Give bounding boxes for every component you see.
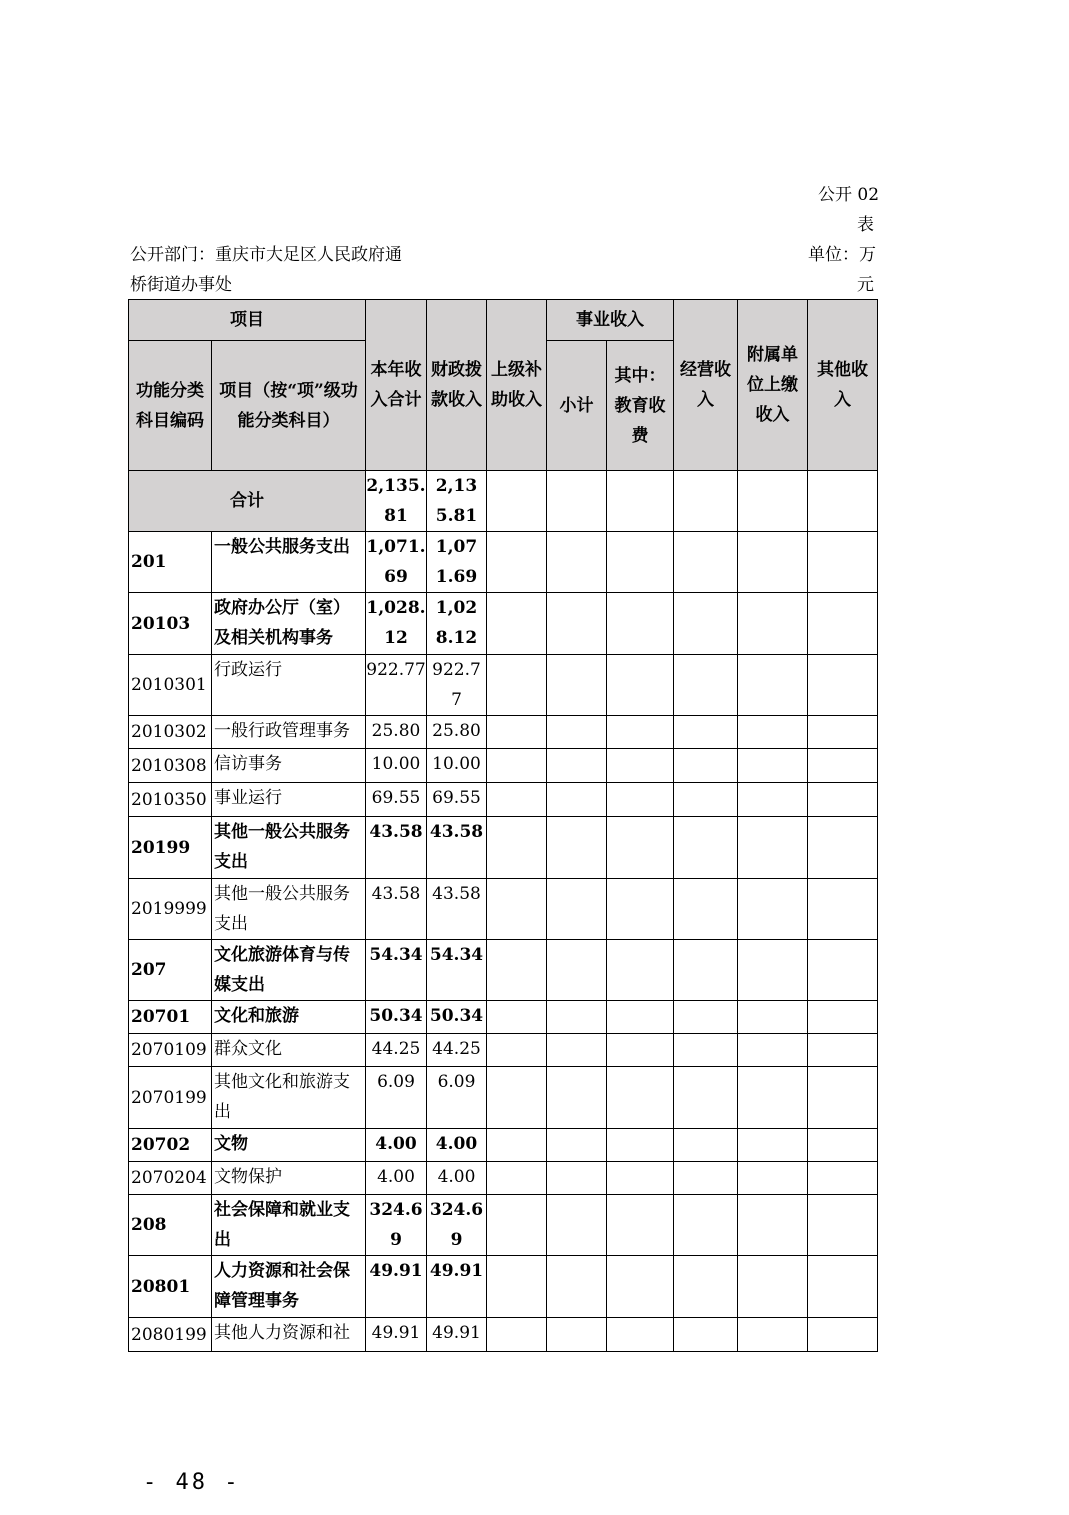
total-row	[129, 471, 878, 532]
blank-cell	[487, 1162, 547, 1195]
header-other: 其他收入	[808, 300, 878, 471]
table-row	[129, 532, 878, 593]
total-cell: 50.34	[366, 1001, 427, 1034]
fiscal-cell: 43.58	[427, 879, 487, 940]
blank-cell	[674, 1195, 738, 1256]
code-cell: 2010301	[129, 655, 212, 716]
table-row	[129, 1162, 878, 1195]
blank-cell	[607, 716, 674, 749]
code-cell: 20801	[129, 1256, 212, 1318]
blank-cell	[674, 716, 738, 749]
total-cell: 69.55	[366, 783, 427, 817]
code-cell: 2070204	[129, 1162, 212, 1195]
name-cell: 其他人力资源和社	[212, 1318, 366, 1352]
total-cell: 49.91	[366, 1318, 427, 1352]
blank-cell	[738, 532, 808, 593]
fiscal-cell: 50.34	[427, 1001, 487, 1034]
blank-cell	[607, 1034, 674, 1067]
blank-cell	[487, 1001, 547, 1034]
blank-cell	[487, 1129, 547, 1162]
total-cell: 4.00	[366, 1129, 427, 1162]
blank-cell	[607, 1318, 674, 1352]
blank-cell	[738, 879, 808, 940]
name-cell: 信访事务	[212, 749, 366, 783]
name-cell: 文物保护	[212, 1162, 366, 1195]
blank-cell	[808, 879, 878, 940]
blank-cell	[738, 1318, 808, 1352]
table-row	[129, 817, 878, 879]
code-cell: 2070199	[129, 1067, 212, 1129]
code-cell: 2010350	[129, 783, 212, 817]
blank-cell	[738, 817, 808, 879]
blank-cell	[547, 749, 607, 783]
blank-cell	[808, 471, 878, 532]
blank-cell	[547, 1129, 607, 1162]
blank-cell	[738, 655, 808, 716]
total-cell: 4.00	[366, 1162, 427, 1195]
blank-cell	[487, 1256, 547, 1318]
blank-cell	[487, 655, 547, 716]
code-cell: 208	[129, 1195, 212, 1256]
page-number: - 48 -	[143, 1470, 241, 1495]
blank-cell	[607, 879, 674, 940]
blank-cell	[487, 879, 547, 940]
blank-cell	[808, 593, 878, 655]
blank-cell	[674, 783, 738, 817]
blank-cell	[547, 655, 607, 716]
table-row	[129, 749, 878, 783]
blank-cell	[738, 1067, 808, 1129]
table-row	[129, 716, 878, 749]
blank-cell	[738, 1256, 808, 1318]
code-cell: 207	[129, 940, 212, 1001]
blank-cell	[607, 940, 674, 1001]
table-row	[129, 1067, 878, 1129]
blank-cell	[738, 1162, 808, 1195]
name-cell: 一般公共服务支出	[212, 532, 366, 593]
fiscal-cell: 1,071.69	[427, 532, 487, 593]
table-row	[129, 783, 878, 817]
code-cell: 2010308	[129, 749, 212, 783]
blank-cell	[808, 532, 878, 593]
blank-cell	[607, 817, 674, 879]
blank-cell	[487, 471, 547, 532]
header-operating: 经营收入	[674, 300, 738, 471]
fiscal-cell: 10.00	[427, 749, 487, 783]
blank-cell	[547, 1034, 607, 1067]
code-cell: 20702	[129, 1129, 212, 1162]
header-fiscal: 财政拨款收入	[427, 300, 487, 471]
header-edu-fee: 其中：教育收费	[607, 341, 674, 471]
blank-cell	[607, 1129, 674, 1162]
table-row	[129, 940, 878, 1001]
name-cell: 人力资源和社会保障管理事务	[212, 1256, 366, 1318]
blank-cell	[607, 1256, 674, 1318]
code-cell: 2080199	[129, 1318, 212, 1352]
total-cell: 43.58	[366, 817, 427, 879]
blank-cell	[547, 879, 607, 940]
blank-cell	[547, 1195, 607, 1256]
department-label: 公开部门：重庆市大足区人民政府通	[130, 245, 402, 265]
table-row	[129, 1195, 878, 1256]
blank-cell	[607, 471, 674, 532]
name-cell: 行政运行	[212, 655, 366, 716]
total-fiscal-value: 2,135.81	[427, 471, 487, 532]
blank-cell	[547, 471, 607, 532]
blank-cell	[547, 783, 607, 817]
blank-cell	[547, 593, 607, 655]
blank-cell	[738, 783, 808, 817]
table-row	[129, 1256, 878, 1318]
name-cell: 文物	[212, 1129, 366, 1162]
blank-cell	[738, 593, 808, 655]
total-cell: 1,028.12	[366, 593, 427, 655]
blank-cell	[487, 593, 547, 655]
blank-cell	[547, 1067, 607, 1129]
blank-cell	[674, 817, 738, 879]
blank-cell	[487, 783, 547, 817]
unit-label: 单位：万	[808, 245, 876, 265]
form-number: 公开 02	[818, 185, 880, 205]
code-cell: 20199	[129, 817, 212, 879]
blank-cell	[808, 1162, 878, 1195]
fiscal-cell: 49.91	[427, 1318, 487, 1352]
blank-cell	[487, 1318, 547, 1352]
blank-cell	[808, 783, 878, 817]
blank-cell	[738, 716, 808, 749]
blank-cell	[674, 532, 738, 593]
blank-cell	[738, 1034, 808, 1067]
blank-cell	[547, 1318, 607, 1352]
blank-cell	[674, 1067, 738, 1129]
blank-cell	[674, 749, 738, 783]
blank-cell	[674, 655, 738, 716]
blank-cell	[674, 1129, 738, 1162]
name-cell: 政府办公厅（室）及相关机构事务	[212, 593, 366, 655]
blank-cell	[487, 1034, 547, 1067]
code-cell: 201	[129, 532, 212, 593]
blank-cell	[674, 1034, 738, 1067]
blank-cell	[674, 1162, 738, 1195]
name-cell: 一般行政管理事务	[212, 716, 366, 749]
total-cell: 25.80	[366, 716, 427, 749]
blank-cell	[808, 1195, 878, 1256]
blank-cell	[607, 1001, 674, 1034]
blank-cell	[547, 1256, 607, 1318]
blank-cell	[808, 1034, 878, 1067]
header-code: 功能分类科目编码	[129, 341, 212, 471]
blank-cell	[607, 655, 674, 716]
fiscal-cell: 1,028.12	[427, 593, 487, 655]
income-table	[128, 299, 878, 1352]
fiscal-cell: 922.77	[427, 655, 487, 716]
name-cell: 事业运行	[212, 783, 366, 817]
department-label-cont: 桥街道办事处	[130, 275, 232, 295]
name-cell: 其他一般公共服务支出	[212, 879, 366, 940]
blank-cell	[808, 940, 878, 1001]
blank-cell	[808, 749, 878, 783]
total-cell: 54.34	[366, 940, 427, 1001]
blank-cell	[674, 593, 738, 655]
code-cell: 2010302	[129, 716, 212, 749]
blank-cell	[808, 655, 878, 716]
fiscal-cell: 54.34	[427, 940, 487, 1001]
unit-label-cont: 元	[857, 275, 874, 295]
form-number-suffix: 表	[857, 215, 874, 235]
fiscal-cell: 324.69	[427, 1195, 487, 1256]
code-cell: 20103	[129, 593, 212, 655]
total-cell: 43.58	[366, 879, 427, 940]
blank-cell	[738, 1129, 808, 1162]
fiscal-cell: 43.58	[427, 817, 487, 879]
table-row	[129, 1318, 878, 1352]
name-cell: 其他文化和旅游支出	[212, 1067, 366, 1129]
total-cell: 44.25	[366, 1034, 427, 1067]
blank-cell	[487, 749, 547, 783]
blank-cell	[607, 1195, 674, 1256]
fiscal-cell: 6.09	[427, 1067, 487, 1129]
name-cell: 群众文化	[212, 1034, 366, 1067]
table-row	[129, 655, 878, 716]
total-income-value: 2,135.81	[366, 471, 427, 532]
fiscal-cell: 4.00	[427, 1129, 487, 1162]
header-upper-subsidy: 上级补助收入	[487, 300, 547, 471]
blank-cell	[487, 817, 547, 879]
blank-cell	[738, 471, 808, 532]
blank-cell	[547, 1001, 607, 1034]
blank-cell	[738, 940, 808, 1001]
table-row	[129, 593, 878, 655]
header-business-income: 事业收入	[547, 300, 674, 341]
fiscal-cell: 69.55	[427, 783, 487, 817]
name-cell: 社会保障和就业支出	[212, 1195, 366, 1256]
table-row	[129, 1034, 878, 1067]
fiscal-cell: 25.80	[427, 716, 487, 749]
blank-cell	[547, 940, 607, 1001]
name-cell: 其他一般公共服务支出	[212, 817, 366, 879]
total-cell: 10.00	[366, 749, 427, 783]
blank-cell	[607, 783, 674, 817]
blank-cell	[808, 1318, 878, 1352]
blank-cell	[607, 1162, 674, 1195]
header-subtotal: 小计	[547, 341, 607, 471]
total-cell: 922.77	[366, 655, 427, 716]
blank-cell	[808, 1001, 878, 1034]
blank-cell	[738, 1195, 808, 1256]
blank-cell	[674, 471, 738, 532]
fiscal-cell: 4.00	[427, 1162, 487, 1195]
blank-cell	[808, 1067, 878, 1129]
blank-cell	[674, 940, 738, 1001]
code-cell: 20701	[129, 1001, 212, 1034]
code-cell: 2019999	[129, 879, 212, 940]
blank-cell	[607, 749, 674, 783]
blank-cell	[808, 817, 878, 879]
blank-cell	[487, 532, 547, 593]
blank-cell	[674, 879, 738, 940]
fiscal-cell: 49.91	[427, 1256, 487, 1318]
blank-cell	[487, 716, 547, 749]
blank-cell	[607, 593, 674, 655]
blank-cell	[547, 1162, 607, 1195]
header-name: 项目（按“项”级功能分类科目）	[212, 341, 366, 471]
blank-cell	[674, 1001, 738, 1034]
total-cell: 6.09	[366, 1067, 427, 1129]
blank-cell	[808, 1256, 878, 1318]
total-cell: 324.69	[366, 1195, 427, 1256]
table-row	[129, 1001, 878, 1034]
table-row	[129, 879, 878, 940]
blank-cell	[547, 532, 607, 593]
code-cell: 2070109	[129, 1034, 212, 1067]
name-cell: 文化和旅游	[212, 1001, 366, 1034]
table-row	[129, 1129, 878, 1162]
header-project: 项目	[129, 300, 366, 341]
total-label: 合计	[129, 471, 366, 532]
name-cell: 文化旅游体育与传媒支出	[212, 940, 366, 1001]
blank-cell	[487, 940, 547, 1001]
blank-cell	[808, 1129, 878, 1162]
blank-cell	[547, 817, 607, 879]
blank-cell	[674, 1256, 738, 1318]
blank-cell	[738, 749, 808, 783]
header-affiliated: 附属单位上缴收入	[738, 300, 808, 471]
total-cell: 49.91	[366, 1256, 427, 1318]
blank-cell	[607, 1067, 674, 1129]
blank-cell	[487, 1067, 547, 1129]
header-total-income: 本年收入合计	[366, 300, 427, 471]
blank-cell	[738, 1001, 808, 1034]
total-cell: 1,071.69	[366, 532, 427, 593]
blank-cell	[607, 532, 674, 593]
fiscal-cell: 44.25	[427, 1034, 487, 1067]
blank-cell	[674, 1318, 738, 1352]
blank-cell	[487, 1195, 547, 1256]
blank-cell	[808, 716, 878, 749]
blank-cell	[547, 716, 607, 749]
